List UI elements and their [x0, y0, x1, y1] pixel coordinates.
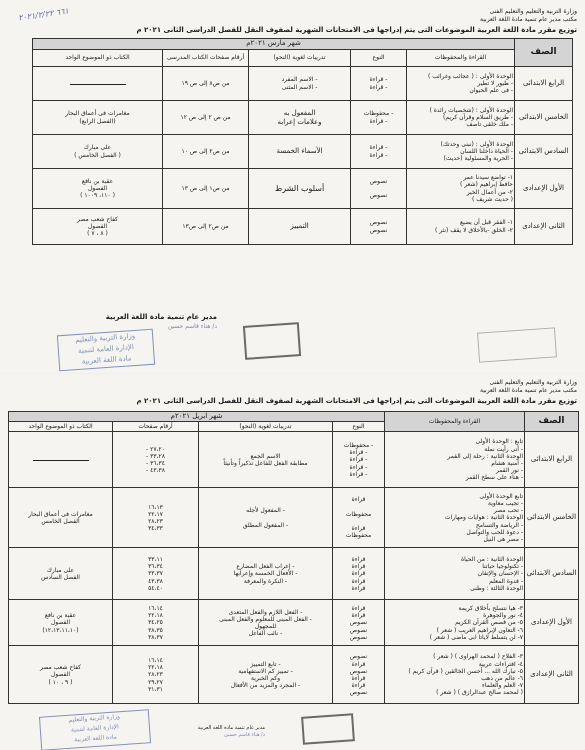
- month-header: شهر مارس ٢٠٢١م: [33, 39, 515, 50]
- table-row: [9, 548, 579, 600]
- pages-header: أرقام صفحات: [113, 422, 199, 432]
- table-row: [33, 101, 573, 135]
- ministry-name: وزارة التربية والتعليم والتعليم الفنى: [489, 8, 577, 15]
- square-stamp: [243, 322, 301, 360]
- book-cell-empty: [33, 67, 163, 101]
- table-row: [33, 135, 573, 169]
- book-header: الكتاب ذو الموضوع الواحد: [33, 50, 163, 67]
- table-row: [33, 67, 573, 101]
- grammar-cell: - الاسم المفرد - الاسم المثنى: [249, 67, 351, 101]
- faded-stamp: [477, 327, 557, 362]
- reading-cell: ٣- هيا نتسلح بأخلاق كريمة ٤- نور والجوهرة ٥- من قصص القرآن الكريم ٦- التعاون لإبراهيم العريب ( شعر ) ٧- لن يتسلط لاياتا ابى ماضى ( شعر ): [385, 600, 525, 646]
- book-cell: على مبارك الفصل السادس: [9, 548, 113, 600]
- book-header: الكتاب ذو الموضوع الواحد: [9, 422, 113, 432]
- grade-cell: الثانى الإعدادى: [525, 646, 579, 704]
- type-cell: قراءة محفوظات قراءة محفوظات: [333, 488, 385, 548]
- type-cell: - محفوظات - قراءة - قراءة - قراءة - قراءة: [333, 432, 385, 488]
- reading-cell: تابع : الوحدة الأولى - أنى رأيت نملة الوحدة الثانية : رحلة إلى القمر - أمنية هشام - نور القمر - هناء على سطح القمر: [385, 432, 525, 488]
- type-header: النوع: [333, 422, 385, 432]
- grammar-cell: - تابع التمييز - تمييز كم الاستفهامية وكم الخبرية - المجرد والمزيد من الأفعال: [199, 646, 333, 704]
- grade-cell: السادس الابتدائى: [515, 135, 573, 169]
- type-cell: - محفوظات - قراءة: [351, 101, 407, 135]
- grade-cell: السادس الابتدائى: [525, 548, 579, 600]
- reading-cell: الوحدة الأولى : (نبنى وحدتك) - الحياة داخلنا اللسان - الحرية والمسئولية (حديث): [407, 135, 515, 169]
- signature-name: د/ هناء قاسم حسين: [224, 732, 265, 738]
- type-cell: نصوص قراءة نصوص قراءة قراءة نصوص: [333, 646, 385, 704]
- grammar-cell: المفعول به وعلامات إعرابه: [249, 101, 351, 135]
- pages-cell: من ص٢ إلى ص١٣: [163, 209, 249, 245]
- pages-cell: من ص٨ إلى ص ١٩: [163, 67, 249, 101]
- month-header: شهر ابريل ٢٠٢١م: [9, 412, 385, 422]
- type-cell: قراءة قراءة نصوص نصوص نصوص: [333, 600, 385, 646]
- signature-name: د/ هناء قاسم حسين: [167, 323, 217, 330]
- type-cell: - قراءة - قراءة: [351, 67, 407, 101]
- document-title: توزيع مقرر مادة اللغة العربية الموضوعات التى يتم إدراجها فى الامتحانات الشهرية لصفوف النقل للفصل الدراسى الثانى ٢٠٢١ م: [136, 26, 577, 34]
- official-stamp: وزارة التربية والتعليم الإدارة العامة لتنمية مادة اللغة العربية: [39, 709, 151, 750]
- curriculum-table-march: [32, 38, 573, 245]
- reading-header: القراءة والمحفوظات: [407, 50, 515, 67]
- official-stamp: وزارة التربية والتعليم الإدارة العامة لتنمية مادة اللغة العربية: [57, 329, 155, 372]
- pages-cell: من ص٢ إلى ص ١٠: [163, 135, 249, 169]
- curriculum-table-april: [8, 411, 579, 704]
- book-cell: كفاح شعب مصر الفصول ( ٩ ، ١٠ ): [9, 646, 113, 704]
- type-header: النوع: [351, 50, 407, 67]
- grade-cell: الأول الإعدادى: [525, 600, 579, 646]
- grade-cell: الخامس الابتدائى: [515, 101, 573, 135]
- square-stamp: [301, 713, 355, 745]
- grade-cell: الرابع الابتدائى: [525, 432, 579, 488]
- reading-header: القراءة والمحفوظات: [385, 412, 525, 432]
- reading-cell: الوحدة الأولى : (شخصيات رائدة ) - طريق السلام وقرآن كريم) - ملك خلقى تاصف: [407, 101, 515, 135]
- blank-line: [33, 457, 89, 461]
- reading-cell: الوحدة الثانية : من الحياة - تكنولوجيا حياتنا - الإحسان والإتقان - قدوة المعلم الوحدة الثالثة : وطنى: [385, 548, 525, 600]
- book-cell-empty: [9, 432, 113, 488]
- book-cell: كفاح شعب مصر الفصول ( ٨ ، ٧ ): [33, 209, 163, 245]
- ministry-name: وزارة التربية والتعليم والتعليم الفنى: [489, 379, 577, 386]
- grade-cell: الأول الإعدادى: [515, 169, 573, 209]
- handwritten-reference: ٦٦١ ٢٠٢١/٢/٢٢: [17, 6, 70, 23]
- grammar-cell: التمييز: [249, 209, 351, 245]
- pages-cell: من ص١ إلى ص ١٣: [163, 169, 249, 209]
- table-row: [9, 646, 579, 704]
- grade-cell: الثانى الإعدادى: [515, 209, 573, 245]
- book-cell: عقبة بن نافع الفصول ( ١١٠، ١٠٠٩ ): [33, 169, 163, 209]
- pages-header: أرقام صفحات الكتاب المدرسى: [163, 50, 249, 67]
- signature-title: مدير عام تنمية مادة اللغة العربية: [105, 313, 217, 321]
- grammar-cell: - المفعول لأجله - المفعول المطلق: [199, 488, 333, 548]
- ministry-header: [480, 379, 577, 395]
- grade-header: الصف: [525, 412, 579, 432]
- type-cell: قراءة قراءة قراءة قراءة قراءة: [333, 548, 385, 600]
- reading-cell: ٣- الفلاح ( لمحمد الهراوى ) ( شعر ) ٤- افتراءات عربية ٥- تبارك الله ... أحسن الخالقين ( قرآن كريم ) ٦- عالم من ذهب ٧- العلم والعلماء ( لمحمد صالح عبدالرازق ) ( شعر ): [385, 646, 525, 704]
- grammar-cell: أسلوب الشرط: [249, 169, 351, 209]
- grammar-cell: الأسماء الخمسة: [249, 135, 351, 169]
- table-row: [33, 169, 573, 209]
- pages-cell: ٢٧،٢٠ - ٣٣،٢٨ - ٣٦،٣٤ - ٤٣،٣٨ -: [113, 432, 199, 488]
- pages-cell: ١٦،١٤ ٢٢،١٨ ٢٨،٢٣ ٢٩،٢٧ ٣١،٣١: [113, 646, 199, 704]
- grade-cell: الخامس الابتدائى: [525, 488, 579, 548]
- document-title: توزيع مقرر مادة اللغة العربية الموضوعات التى يتم إدراجها فى الامتحانات الشهرية لصفوف النقل للفصل الدراسى الثانى ٢٠٢١ م: [136, 397, 577, 405]
- document-page-march: [0, 0, 585, 372]
- grammar-cell: - إعراب الفعل المضارع - الأفعال الخمسة وإعرابها - النكرة والمعرفة: [199, 548, 333, 600]
- grade-cell: الرابع الابتدائى: [515, 67, 573, 101]
- pages-cell: ٣٣،١١ ٣٦،٣٤ ٣٣،٣٧ ٤٣،٣٨ ٥٤،٤٠: [113, 548, 199, 600]
- grammar-cell: الاسم الجمع مطابقة الفعل للفاعل تذكيراً وتأنيثاً: [199, 432, 333, 488]
- book-cell: مغامرات فى أعماق البحار الفصل الخامس: [9, 488, 113, 548]
- book-cell: مغامرات فى أعماق البحار (الفصل الرابع): [33, 101, 163, 135]
- document-page-april: [0, 375, 585, 750]
- reading-cell: تابع الوحدة الأولى - تجيب معاوية - تحب مصر الوحدة الثانية : هوايات ومهارات - الرياضة والتسامح - دعوة للحب والتواصل - مصر هى النيل: [385, 488, 525, 548]
- type-cell: نصوص نصوص: [351, 169, 407, 209]
- table-row: [9, 432, 579, 488]
- pages-cell: من ص ٢ إلى ص ١٢: [163, 101, 249, 135]
- signature-title: مدير عام تنمية مادة اللغة العربية: [197, 725, 265, 731]
- book-cell: على مبارك ( الفصل الخامس ): [33, 135, 163, 169]
- type-cell: نصوص نصوص: [351, 209, 407, 245]
- ministry-header: [480, 8, 577, 24]
- blank-line: [70, 81, 126, 85]
- type-cell: - قراءة - قراءة: [351, 135, 407, 169]
- grammar-header: تدريبات لغوية (النحو): [249, 50, 351, 67]
- office-name: مكتب مدير عام تنمية مادة اللغة العربية: [480, 387, 577, 394]
- office-name: مكتب مدير عام تنمية مادة اللغة العربية: [480, 16, 577, 23]
- reading-cell: ١- الفقر قبل أن يضيع ٢- الخلق -بالأخلاق لا يقف (نثر ): [407, 209, 515, 245]
- table-row: [33, 209, 573, 245]
- table-row: [9, 488, 579, 548]
- grammar-cell: - الفعل اللازم والفعل المتعدى - الفعل المبنى للمعلوم والفعل المبنى للمجهول - نائب الفاعل: [199, 600, 333, 646]
- reading-cell: الوحدة الأولى : ( عجائب وغرائب ) - طيور لا تطير - فى علم الحيوان: [407, 67, 515, 101]
- pages-cell: ١٦،١٣ ٢٢،١٧ ٢٨،٢٣ ٣٤،٣٣: [113, 488, 199, 548]
- reading-cell: ١- تواضع سيدنا عمر حافظ إبراهيم (شعر ) ٢- من أعمال الخير ( حديث شريف ): [407, 169, 515, 209]
- book-cell: عقبة بن نافع الفصول (١٢،١٣،١١،١٠): [9, 600, 113, 646]
- table-row: [9, 600, 579, 646]
- grammar-header: تدريبات لغوية (النحو): [199, 422, 333, 432]
- pages-cell: ١٦،١٤ ٢٢،١٨ ٣٤،٢٥ ٣٨،٣٥ ٣٨،٣٧: [113, 600, 199, 646]
- grade-header: الصف: [515, 39, 573, 67]
